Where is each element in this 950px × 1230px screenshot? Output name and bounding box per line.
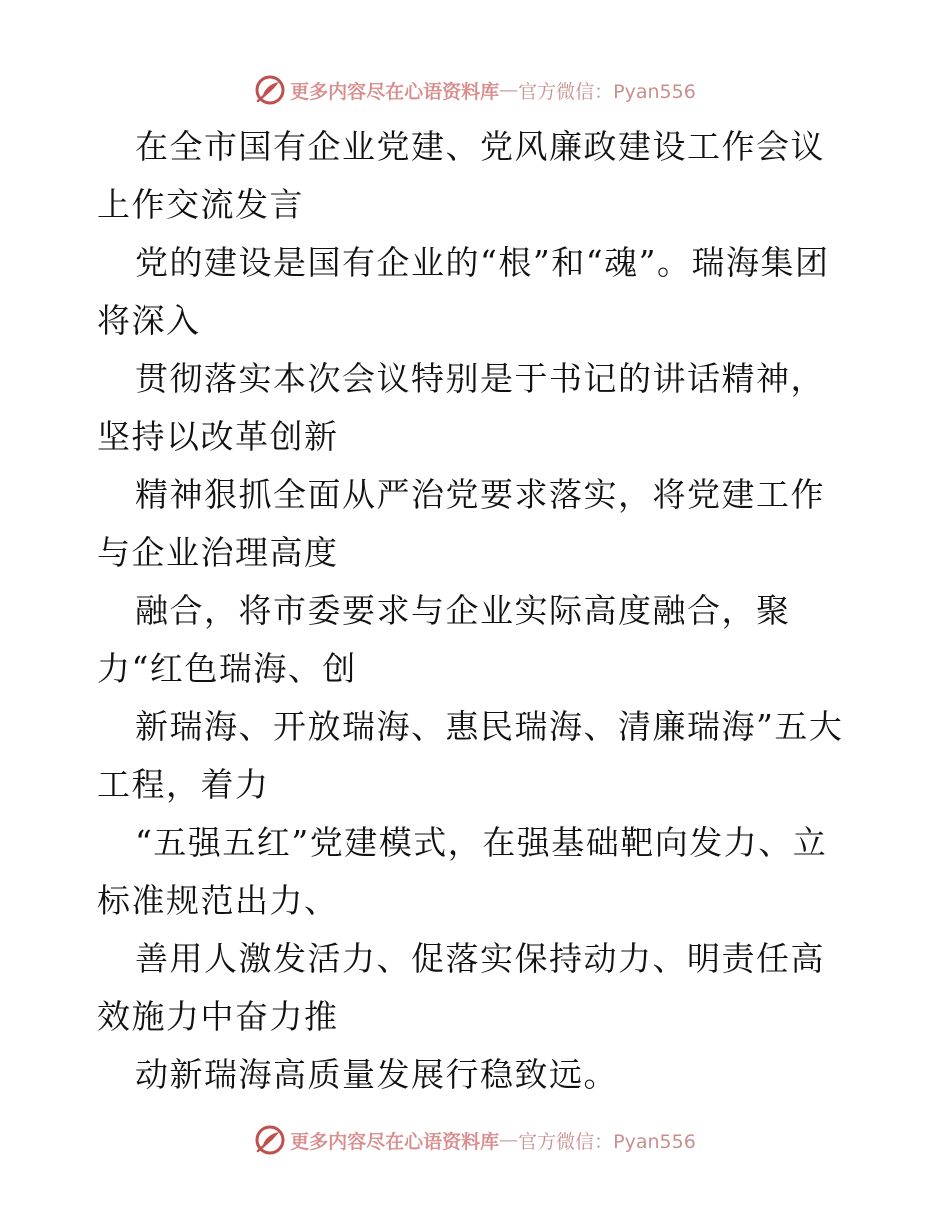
header-contact-text: 官方微信：Pyan556	[518, 80, 696, 103]
footer-separator: —	[499, 1129, 519, 1151]
paragraph: 在全市国有企业党建、党风廉政建设工作会议上作交流发言	[97, 127, 825, 224]
header-separator: —	[499, 79, 519, 101]
paragraph: 贯彻落实本次会议特别是于书记的讲话精神，坚持以改革创新	[97, 359, 825, 456]
footer-banner	[0, 1120, 950, 1160]
paragraph: 融合，将市委要求与企业实际高度融合，聚力“红色瑞海、创	[97, 591, 791, 688]
paragraph: 动新瑞海高质量发展行稳致远。	[135, 1055, 618, 1094]
header-brand-text: 更多内容尽在心语资料库	[290, 80, 500, 103]
footer-contact-text: 官方微信：Pyan556	[518, 1130, 696, 1153]
paragraph: 精神狠抓全面从严治党要求落实，将党建工作与企业治理高度	[97, 475, 825, 572]
paragraph: 新瑞海、开放瑞海、惠民瑞海、清廉瑞海”五大工程，着力	[97, 707, 844, 804]
footer-brand-text: 更多内容尽在心语资料库	[290, 1130, 500, 1153]
header-banner	[0, 70, 950, 110]
paragraph: 善用人激发活力、促落实保持动力、明责任高效施力中奋力推	[97, 939, 825, 1036]
brand-logo-icon	[254, 1124, 286, 1156]
paragraph: 党的建设是国有企业的“根”和“魂”。瑞海集团将深入	[97, 243, 830, 340]
paragraph: “五强五红”党建模式，在强基础靶向发力、立标准规范出力、	[97, 823, 828, 920]
document-body	[97, 118, 857, 1104]
brand-logo-icon	[254, 74, 286, 106]
